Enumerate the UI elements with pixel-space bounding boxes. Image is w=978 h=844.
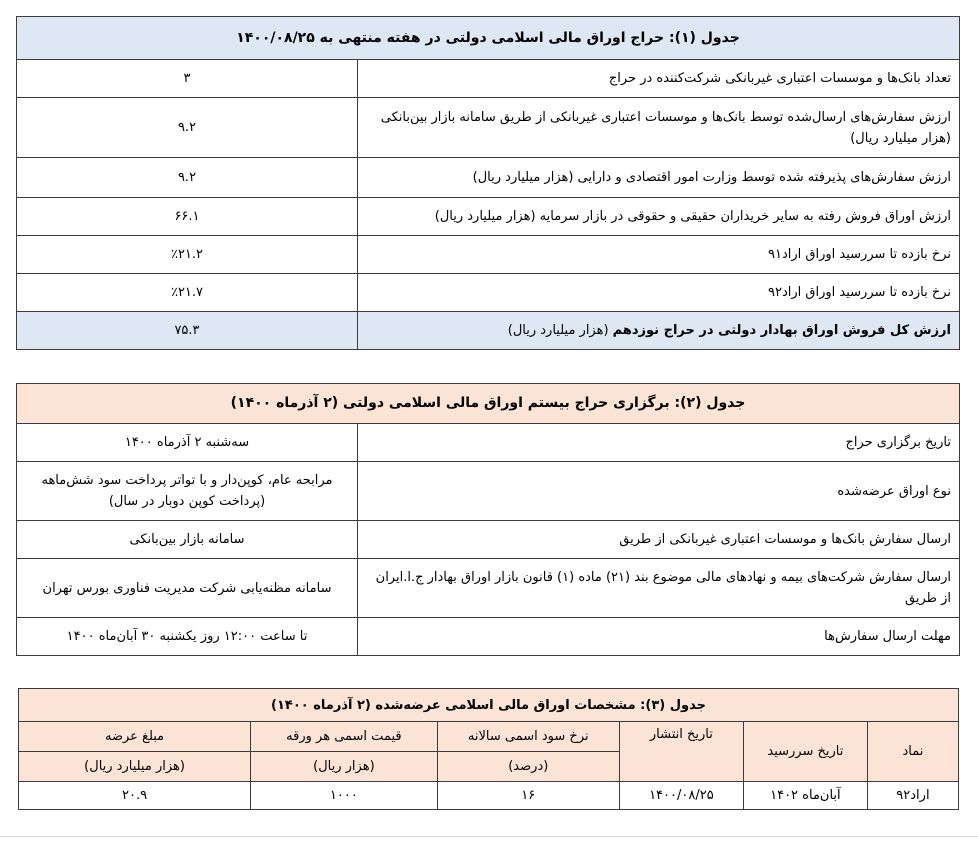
table-row-value: سامانه مظنه‌یابی شرکت مدیریت فناوری بورس تهران xyxy=(17,559,358,618)
table-row-value: سه‌شنبه ۲ آذرماه ۱۴۰۰ xyxy=(17,424,358,462)
table-row-value: تا ساعت ۱۲:۰۰ روز یکشنبه ۳۰ آبان‌ماه ۱۴۰۰ xyxy=(17,618,358,656)
column-header-amount: مبلغ عرضه xyxy=(19,722,251,752)
table-row-value: ٪۲۱.۷ xyxy=(17,274,358,312)
table-row-label: ارزش سفارش‌های پذیرفته شده توسط وزارت امور اقتصادی و دارایی (هزار میلیارد ریال) xyxy=(358,158,960,198)
column-header-price-unit: (هزار ریال) xyxy=(251,752,438,782)
cell-rate: ۱۶ xyxy=(437,782,619,810)
table-row xyxy=(19,782,959,810)
table-1-title: جدول (۱): حراج اوراق مالی اسلامی دولتی در هفته منتهی به ۱۴۰۰/۰۸/۲۵ xyxy=(17,17,960,60)
table-row-value: مرابحه عام، کوپن‌دار و با تواتر پرداخت سود شش‌ماهه (پرداخت کوپن دوبار در سال) xyxy=(17,462,358,521)
table-row-label: نرخ بازده تا سررسید اوراق اراد۹۱ xyxy=(358,236,960,274)
table-row-label: نرخ بازده تا سررسید اوراق اراد۹۲ xyxy=(358,274,960,312)
table-row-label: ارسال سفارش بانک‌ها و موسسات اعتباری غیربانکی از طریق xyxy=(358,521,960,559)
table-row-label: ارزش اوراق فروش رفته به سایر خریداران حقیقی و حقوقی در بازار سرمایه (هزار میلیارد ریال) xyxy=(358,198,960,236)
cell-symbol: اراد۹۲ xyxy=(867,782,958,810)
total-label-unit: (هزار میلیارد ریال) xyxy=(507,323,613,338)
table-1-total-label xyxy=(358,312,960,350)
table-row-value: ٪۲۱.۲ xyxy=(17,236,358,274)
column-header-issue-date: تاریخ انتشار xyxy=(619,722,743,782)
column-header-maturity: تاریخ سررسید xyxy=(743,722,867,782)
column-header-rate: نرخ سود اسمی سالانه xyxy=(437,722,619,752)
column-header-rate-unit: (درصد) xyxy=(437,752,619,782)
table-row-label: ارسال سفارش شرکت‌های بیمه و نهادهای مالی موضوع بند (۲۱) ماده (۱) قانون بازار اوراق بهادار ج.ا.ایران از طریق xyxy=(358,559,960,618)
table-1-auction-results xyxy=(16,16,960,350)
table-2-auction-details xyxy=(16,383,960,656)
table-1-total-value: ۷۵.۳ xyxy=(17,312,358,350)
page-divider xyxy=(0,836,978,837)
table-row-label: تاریخ برگزاری حراج xyxy=(358,424,960,462)
table-row-value: ۹.۲ xyxy=(17,98,358,158)
column-header-amount-unit: (هزار میلیارد ریال) xyxy=(19,752,251,782)
cell-price: ۱۰۰۰ xyxy=(251,782,438,810)
table-row-value: ۶۶.۱ xyxy=(17,198,358,236)
cell-issue-date: ۱۴۰۰/۰۸/۲۵ xyxy=(619,782,743,810)
table-2-title: جدول (۲): برگزاری حراج بیستم اوراق مالی اسلامی دولتی (۲ آذرماه ۱۴۰۰) xyxy=(17,384,960,424)
table-row-label: تعداد بانک‌ها و موسسات اعتباری غیربانکی شرکت‌کننده در حراج xyxy=(358,60,960,98)
table-row-label: ارزش سفارش‌های ارسال‌شده توسط بانک‌ها و موسسات اعتباری غیربانکی از طریق سامانه بازار بین‌بانکی (هزار میلیارد ریال) xyxy=(358,98,960,158)
table-3-title: جدول (۳): مشخصات اوراق مالی اسلامی عرضه‌شده (۲ آذرماه ۱۴۰۰) xyxy=(19,689,959,722)
column-header-price: قیمت اسمی هر ورقه xyxy=(251,722,438,752)
table-3-securities-specs xyxy=(18,688,959,810)
column-header-symbol: نماد xyxy=(867,722,958,782)
table-row-value: ۳ xyxy=(17,60,358,98)
table-row-value: سامانه بازار بین‌بانکی xyxy=(17,521,358,559)
table-row-value: ۹.۲ xyxy=(17,158,358,198)
table-row-label: مهلت ارسال سفارش‌ها xyxy=(358,618,960,656)
table-row-label: نوع اوراق عرضه‌شده xyxy=(358,462,960,521)
total-label-text: ارزش کل فروش اوراق بهادار دولتی در حراج نوزدهم xyxy=(612,323,952,338)
cell-maturity: آبان‌ماه ۱۴۰۲ xyxy=(743,782,867,810)
cell-amount: ۲۰.۹ xyxy=(19,782,251,810)
